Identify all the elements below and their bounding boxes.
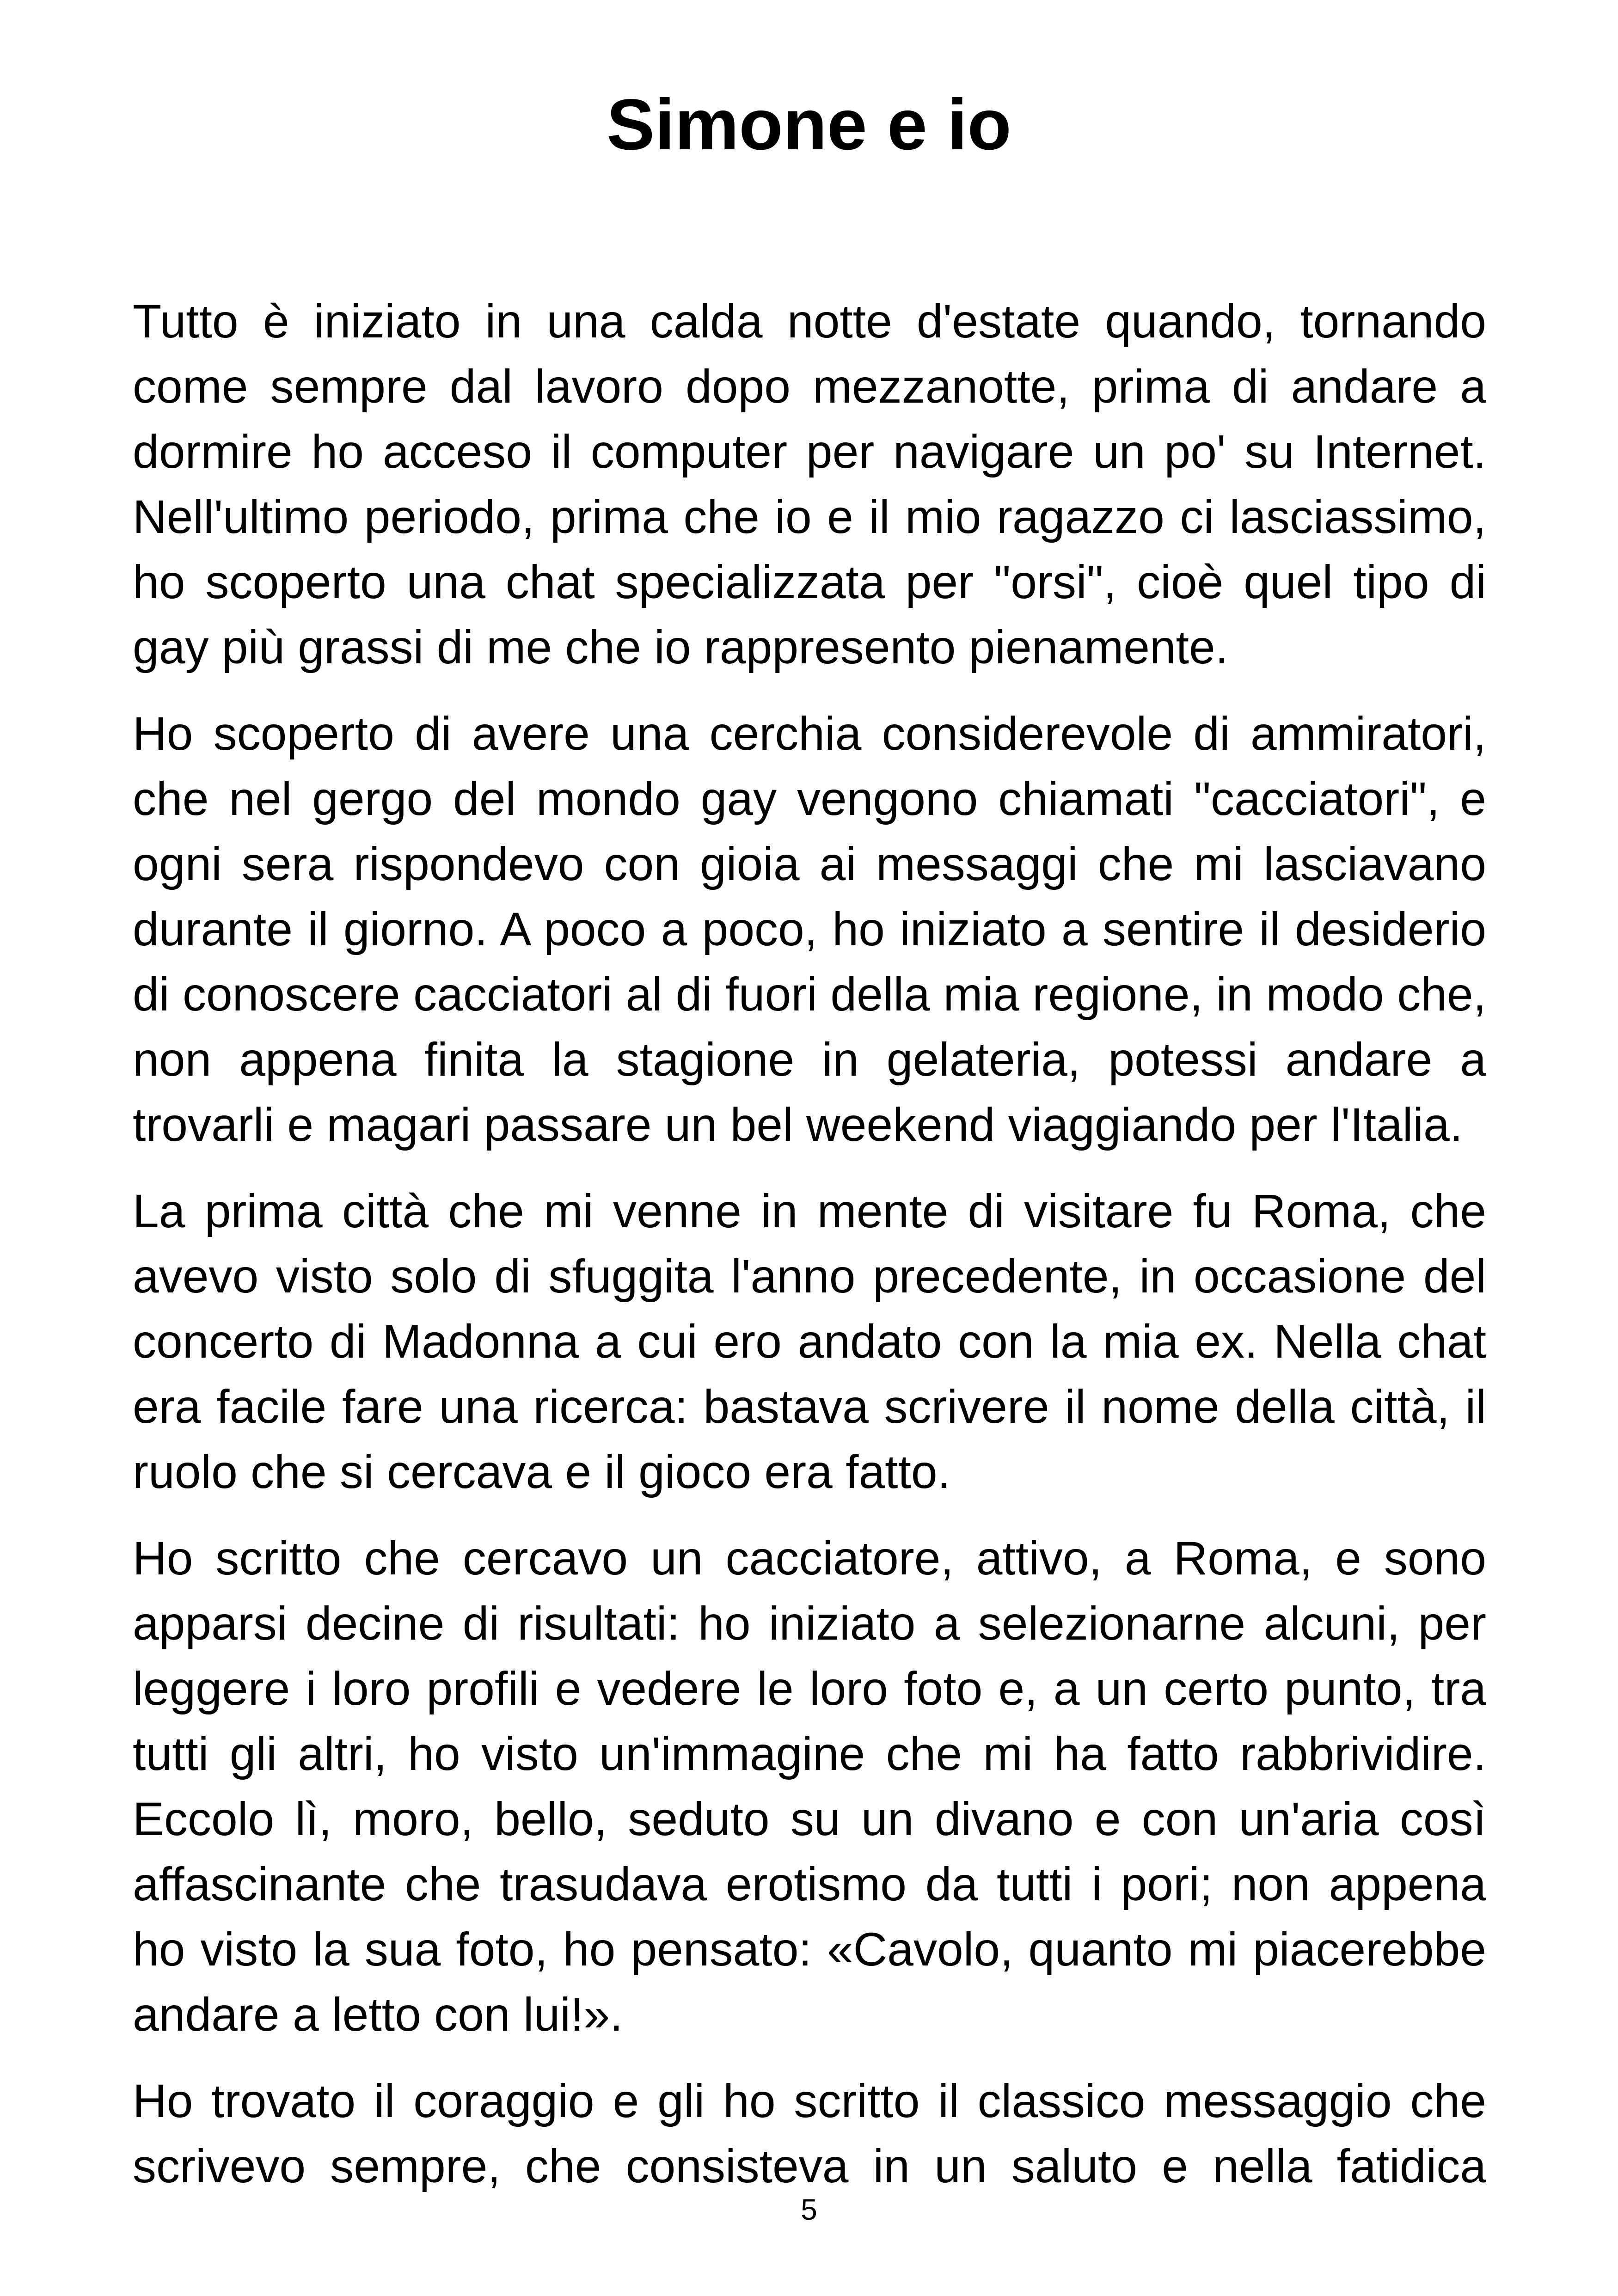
page-number: 5: [801, 2193, 817, 2226]
paragraph: Tutto è iniziato in una calda notte d'estate quando, tornando come sempre dal lavoro dopo mezzanotte, prima di andare a dormire ho acceso il computer per navigare un po' su Internet. Nell'ultimo periodo, prima che io e il mio ragazzo ci lasciassimo, ho scoperto una chat specializzata per "orsi", cioè quel tipo di gay più grassi di me che io rappresento pienamente.: [133, 295, 1486, 673]
paragraph: Ho trovato il coraggio e gli ho scritto il classico messaggio che scrivevo sempre, che consisteva in un saluto e nella fatidica: [133, 2075, 1486, 2192]
paragraph: Ho scoperto di avere una cerchia considerevole di ammiratori, che nel gergo del mondo gay vengono chiamati "cacciatori", e ogni sera rispondevo con gioia ai messaggi che mi lasciavano durante il giorno. A poco a poco, ho iniziato a sentire il desiderio di conoscere cacciatori al di fuori della mia regione, in modo che, non appena finita la stagione in gelateria, potessi andare a trovarli e magari passare un bel weekend viaggiando per l'Italia.: [133, 707, 1486, 1151]
paragraph: Ho scritto che cercavo un cacciatore, attivo, a Roma, e sono apparsi decine di risultati: ho iniziato a selezionarne alcuni, per leggere i loro profili e vedere le loro foto e, a un certo punto, tra tutti gli altri, ho visto un'immagine che mi ha fatto rabbrividire. Eccolo lì, moro, bello, seduto su un divano e con un'aria così affascinante che trasudava erotismo da tutti i pori; non appena ho visto la sua foto, ho pensato: «Cavolo, quanto mi piacerebbe andare a letto con lui!».: [133, 1532, 1486, 2041]
body-text: [133, 289, 1486, 2199]
paragraph: La prima città che mi venne in mente di visitare fu Roma, che avevo visto solo di sfuggita l'anno precedente, in occasione del concerto di Madonna a cui ero andato con la mia ex. Nella chat era facile fare una ricerca: bastava scrivere il nome della città, il ruolo che si cercava e il gioco era fatto.: [133, 1185, 1486, 1498]
page-title: Simone e io: [607, 85, 1011, 165]
